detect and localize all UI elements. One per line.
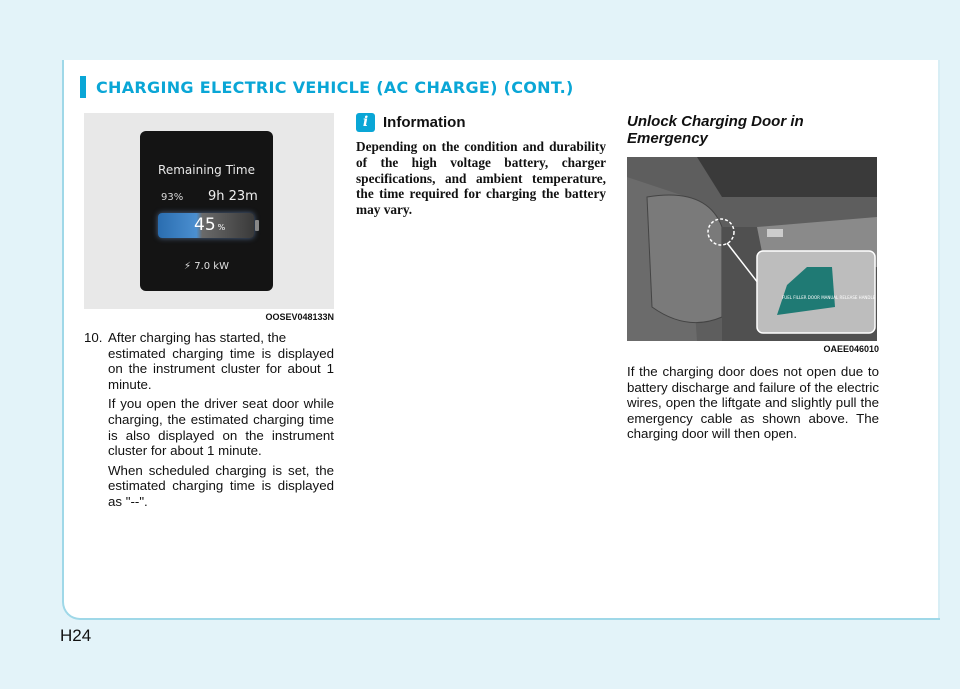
step-continuation: estimated charging time is displayed on the instrument cluster for about 1 minute. <box>108 345 334 392</box>
release-tag-text: FUEL FILLER DOOR MANUAL RELEASE HANDLE <box>782 295 876 300</box>
trunk-illustration <box>627 157 877 341</box>
cluster-battery-percent: 93% <box>161 192 184 203</box>
info-icon: i <box>356 113 375 132</box>
step-note-driver-door: If you open the driver seat door while charging, the estimated charging time is also displayed on the instrument cluster for about 1 minute. <box>108 396 334 459</box>
information-body: Depending on the condition and durability of the high voltage battery, charger specifications, and ambient temperature, the time required for charging the battery may vary. <box>356 139 606 218</box>
step-first-line: After charging has started, the <box>108 330 287 345</box>
lightning-icon: ⚡ <box>184 261 195 272</box>
emergency-title-line1: Unlock Charging Door in <box>627 113 804 130</box>
step-number: 10. <box>84 330 103 345</box>
cluster-figure <box>84 113 334 309</box>
step-10 <box>84 330 334 392</box>
information-header <box>356 113 606 132</box>
cluster-title: Remaining Time <box>158 163 255 177</box>
section-header <box>80 76 574 98</box>
cluster-charge-level <box>194 215 225 235</box>
power-value: 7.0 kW <box>194 261 229 272</box>
charge-level-value: 45 <box>194 215 216 235</box>
emergency-body: If the charging door does not open due to battery discharge and failure of the electric wires, open the liftgate and slightly pull the emergency cable as shown above. The charging door will then open. <box>627 364 879 442</box>
middle-column <box>356 113 606 218</box>
figure-code: OAEE046010 <box>823 344 879 354</box>
section-title: CHARGING ELECTRIC VEHICLE (AC CHARGE) (CONT.) <box>96 77 574 97</box>
cluster-power <box>140 261 273 272</box>
information-title: Information <box>383 114 466 131</box>
right-column <box>627 113 879 442</box>
left-column <box>84 113 334 510</box>
cluster-remaining-time: 9h 23m <box>208 189 258 204</box>
figure-code: OOSEV048133N <box>265 312 334 322</box>
emergency-release-figure <box>627 157 877 341</box>
step-note-scheduled: When scheduled charging is set, the estimated charging time is displayed as "--". <box>108 462 334 509</box>
battery-cap-icon <box>255 220 259 231</box>
charge-level-unit: % <box>217 223 226 232</box>
cluster-display <box>140 131 273 291</box>
emergency-title <box>627 113 879 147</box>
page-number: H24 <box>60 626 92 645</box>
emergency-title-line2: Emergency <box>627 130 708 147</box>
header-accent-bar <box>80 76 86 98</box>
